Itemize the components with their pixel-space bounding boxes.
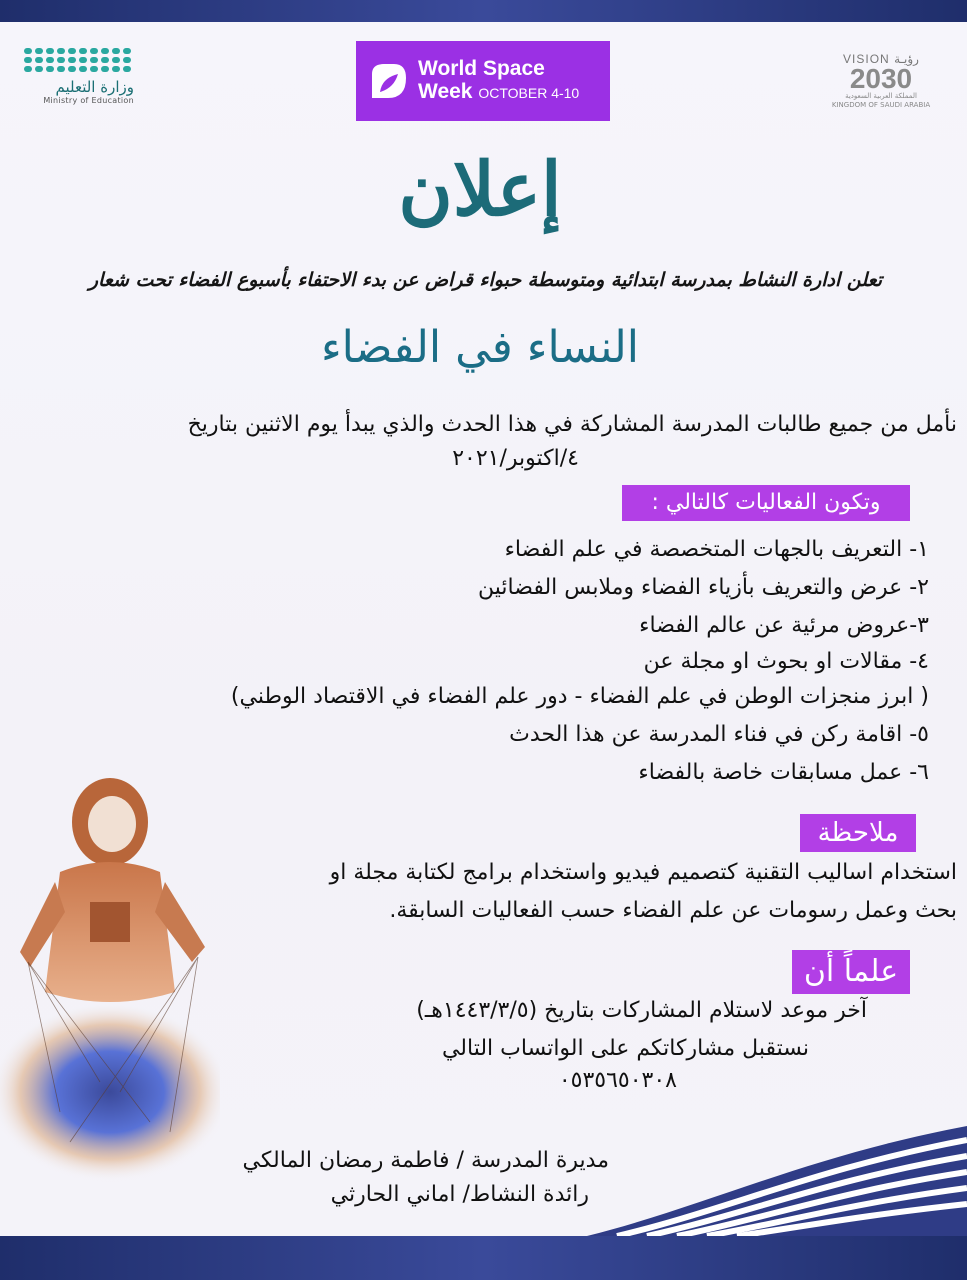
bottom-frame-band bbox=[0, 1236, 967, 1280]
poster-paper bbox=[0, 22, 967, 1236]
activity-item: ( ابرز منجزات الوطن في علم الفضاء - دور علم الفضاء في الاقتصاد الوطني) bbox=[230, 684, 929, 709]
note-line-2: بحث وعمل رسومات عن علم الفضاء حسب الفعاليات السابقة. bbox=[389, 898, 957, 923]
theme-slogan: النساء في الفضاء bbox=[320, 322, 640, 373]
world-space-week-mark-icon bbox=[368, 60, 410, 102]
invite-line-2: ٤/اكتوبر/٢٠٢١ bbox=[452, 446, 579, 471]
wsw-line2: Week bbox=[418, 80, 473, 103]
whatsapp-line: نستقبل مشاركاتكم على الواتساب التالي bbox=[441, 1036, 809, 1061]
ministry-logo bbox=[24, 48, 134, 123]
principal-signature: مديرة المدرسة / فاطمة رمضان المالكي bbox=[242, 1148, 609, 1173]
wsw-line1: World Space bbox=[418, 57, 545, 80]
wave-stripes-decoration bbox=[587, 1126, 967, 1236]
activity-item: ٣-عروض مرئية عن عالم الفضاء bbox=[639, 613, 929, 638]
vision-label: VISION رؤيـة bbox=[843, 52, 919, 66]
activity-item: ٥- اقامة ركن في فناء المدرسة عن هذا الحدث bbox=[509, 722, 929, 747]
world-space-week-logo bbox=[356, 41, 610, 121]
top-frame-band bbox=[0, 0, 967, 22]
vision-2030-logo bbox=[826, 52, 936, 122]
activity-item: ٤- مقالات او بحوث او مجلة عن bbox=[643, 649, 929, 674]
astronaut-illustration bbox=[0, 752, 220, 1212]
note-heading: ملاحظة bbox=[800, 814, 916, 852]
activity-item: ٢- عرض والتعريف بأزياء الفضاء وملابس الفضائين bbox=[478, 575, 929, 600]
invite-line-1: نأمل من جميع طالبات المدرسة المشاركة في هذا الحدث والذي يبدأ يوم الاثنين بتاريخ bbox=[187, 412, 957, 437]
intro-text: تعلن ادارة النشاط بمدرسة ابتدائية ومتوسطة حبواء قراض عن بدء الاحتفاء بأسبوع الفضاء تحت شعار bbox=[88, 269, 883, 291]
announcement-title: إعلان bbox=[398, 147, 562, 233]
vision-sub-en: KINGDOM OF SAUDI ARABIA bbox=[831, 101, 931, 109]
activity-item: ١- التعريف بالجهات المتخصصة في علم الفضاء bbox=[504, 537, 929, 562]
info-heading: علماً أن bbox=[792, 950, 910, 994]
whatsapp-number: ٠٥٣٥٦٥٠٣٠٨ bbox=[558, 1068, 677, 1093]
activity-lead-signature: رائدة النشاط/ اماني الحارثي bbox=[330, 1182, 589, 1207]
deadline-line: آخر موعد لاستلام المشاركات بتاريخ (١٤٤٣/٣/٥هـ) bbox=[416, 998, 867, 1023]
ministry-name-en: Ministry of Education bbox=[43, 96, 134, 105]
activity-item: ٦- عمل مسابقات خاصة بالفضاء bbox=[638, 760, 929, 785]
vision-year: 2030 bbox=[849, 63, 913, 94]
ministry-name-ar: وزارة التعليم bbox=[55, 78, 134, 96]
wsw-dates: OCTOBER 4-10 bbox=[478, 85, 580, 101]
ministry-dots-icon bbox=[24, 48, 134, 72]
vision-sub-ar: المملكة العربية السعودية bbox=[845, 92, 917, 100]
note-line-1: استخدام اساليب التقنية كتصميم فيديو واستخدام برامج لكتابة مجلة او bbox=[329, 860, 957, 885]
activities-heading: وتكون الفعاليات كالتالي : bbox=[622, 485, 910, 521]
